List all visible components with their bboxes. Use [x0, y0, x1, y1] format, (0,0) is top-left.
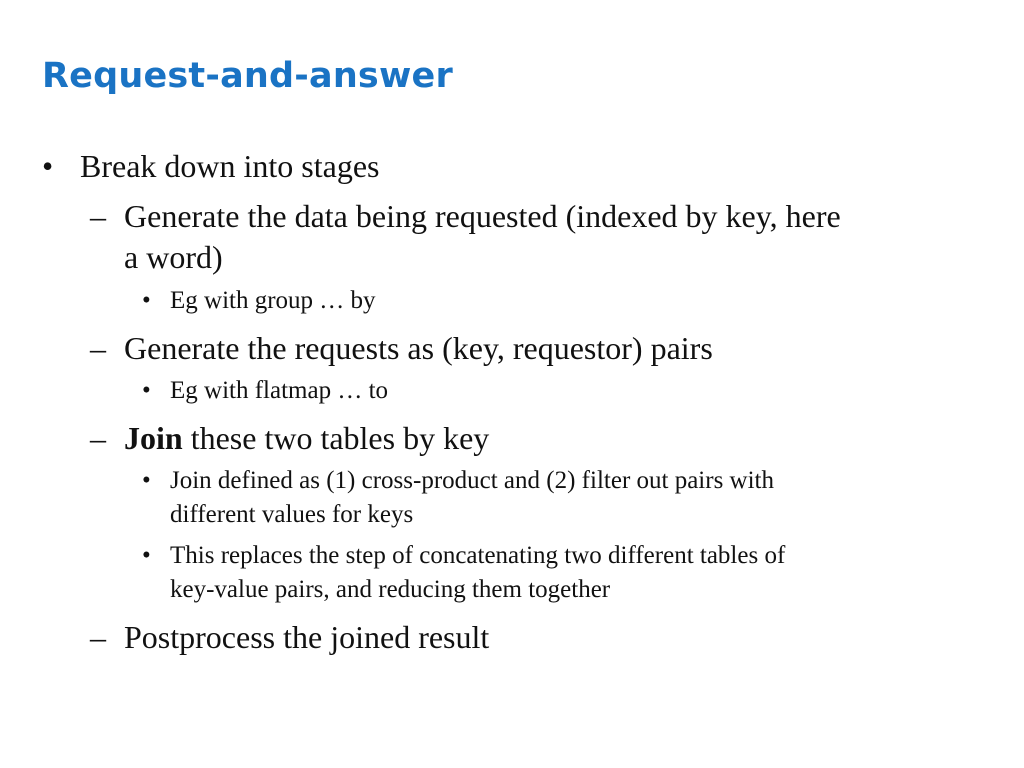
sub-bullet-marker: •	[142, 287, 151, 314]
sub-bullet-marker: •	[142, 377, 151, 404]
subitem-3-detail-1-line1: Join defined as (1) cross-product and (2) filter out pairs with	[170, 467, 775, 494]
subitem-2-detail: Eg with flatmap … to	[170, 377, 389, 404]
dash-marker: –	[90, 619, 106, 655]
subitem-4-text: Postprocess the joined result	[124, 619, 490, 655]
subitem-1-line1: Generate the data being requested (indexed by key, here	[124, 198, 841, 234]
subitem-3-rest: these two tables by key	[182, 420, 490, 456]
dash-marker: –	[90, 330, 106, 366]
subitem-3-text	[124, 420, 489, 457]
subitem-2-text: Generate the requests as (key, requestor) pairs	[124, 330, 713, 366]
bullet-marker: •	[42, 148, 54, 184]
subitem-3-detail-1-line2: different values for keys	[170, 501, 414, 528]
subitem-3-keyword: Join	[124, 420, 183, 456]
subitem-1-detail: Eg with group … by	[170, 287, 376, 314]
sub-bullet-marker: •	[142, 467, 151, 494]
bullet-l1-text: Break down into stages	[80, 148, 380, 184]
slide-title: Request-and-answer	[42, 56, 453, 96]
sub-bullet-marker: •	[142, 542, 151, 569]
subitem-1-line2: a word)	[124, 239, 223, 275]
subitem-3-detail-2-line1: This replaces the step of concatenating two different tables of	[170, 542, 786, 569]
dash-marker: –	[90, 420, 106, 456]
subitem-3-detail-2-line2: key-value pairs, and reducing them together	[170, 576, 611, 603]
dash-marker: –	[90, 198, 106, 234]
